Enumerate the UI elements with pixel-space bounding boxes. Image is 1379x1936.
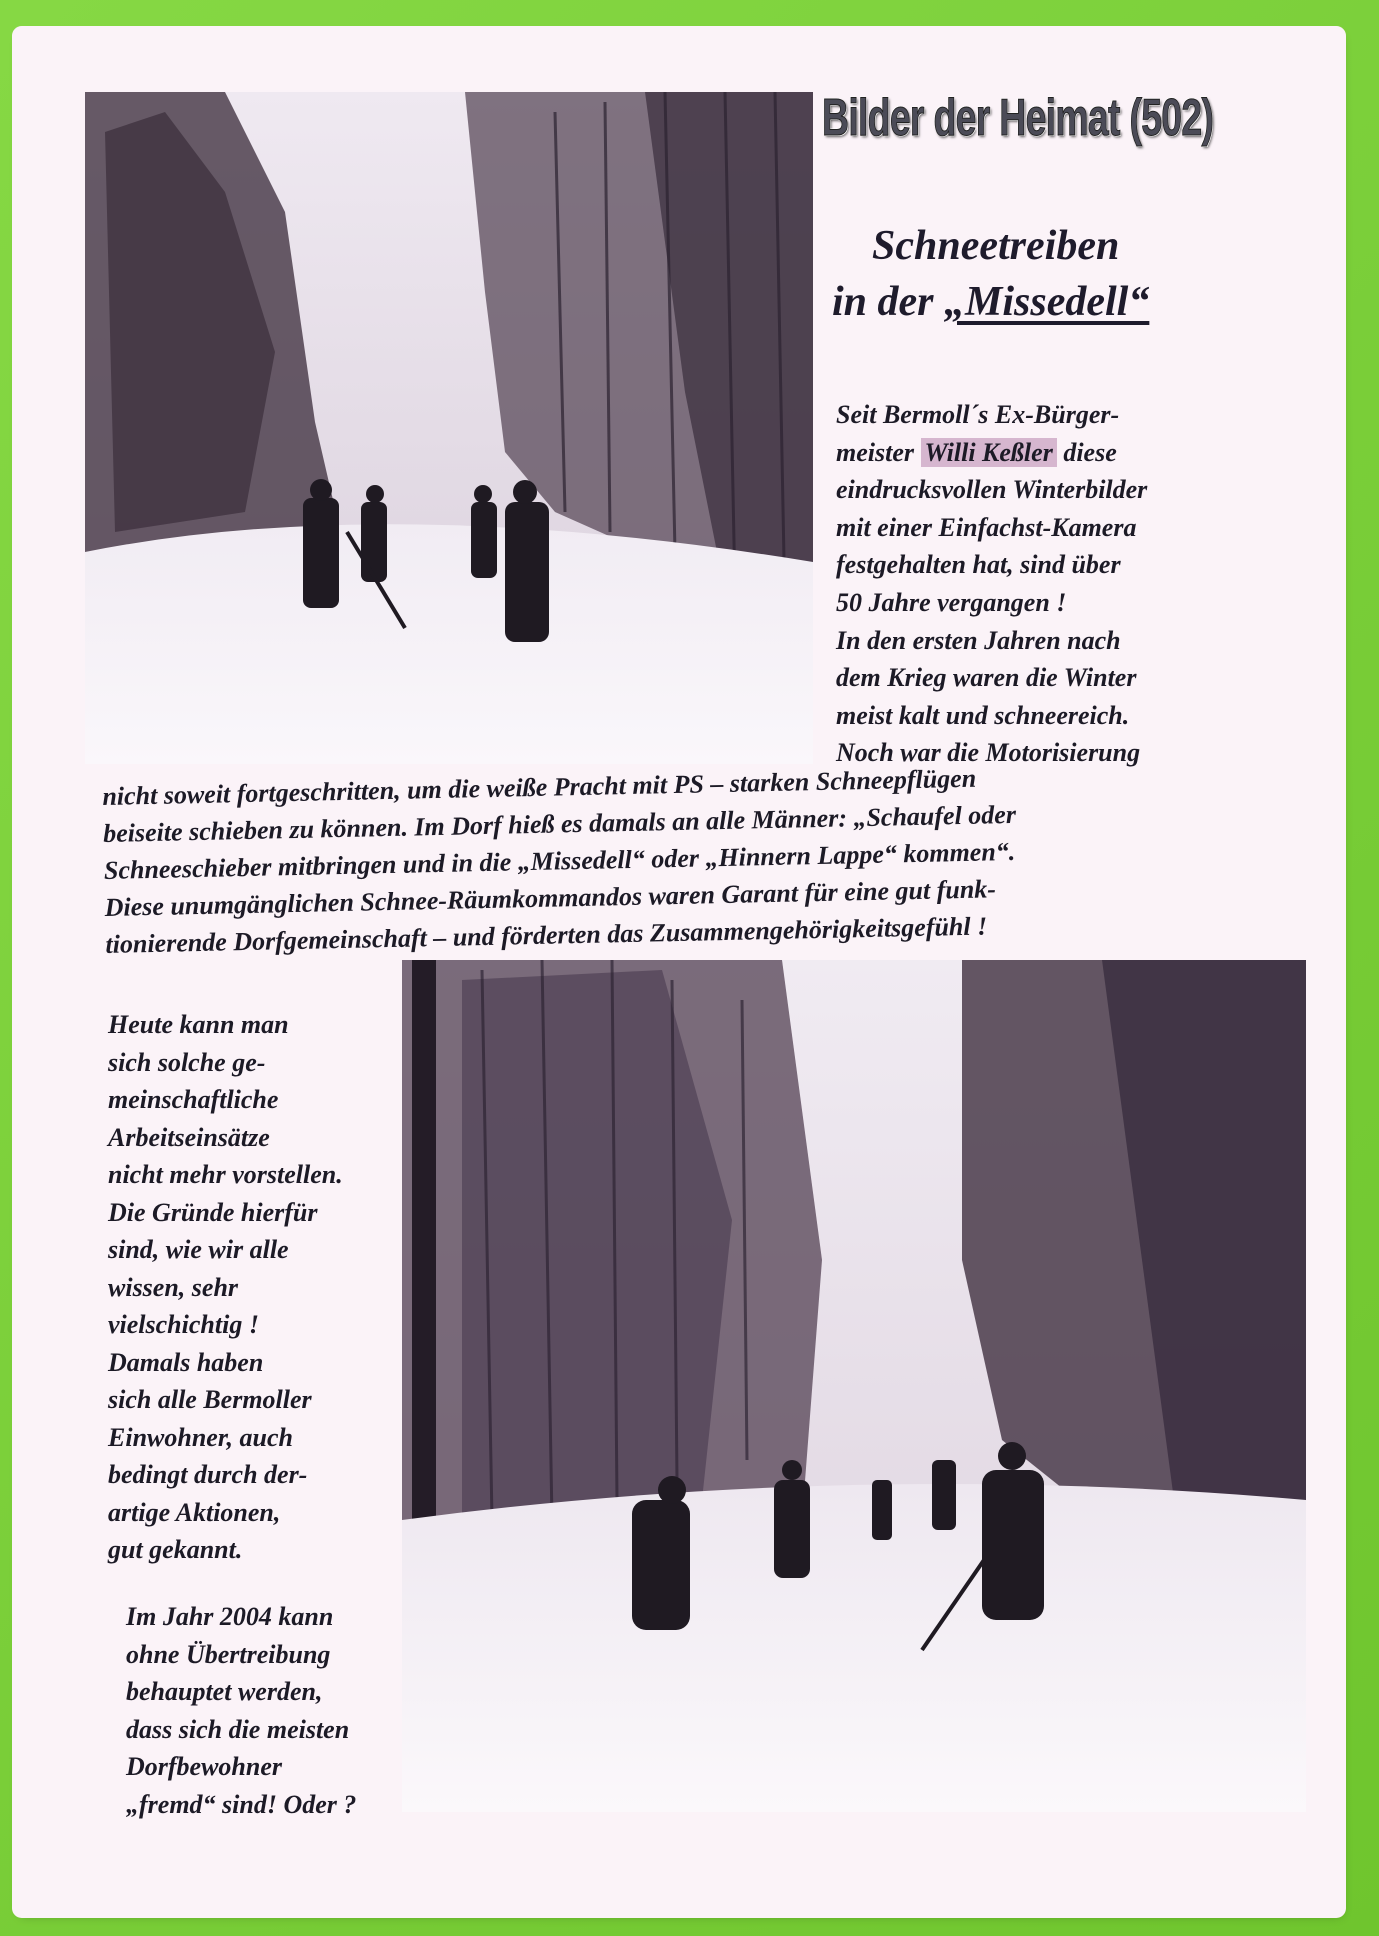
photo-snow-path-men-walking — [85, 92, 813, 764]
intro-line: dem Krieg waren die Winter — [836, 663, 1137, 693]
side-line: wissen, sehr — [108, 1272, 239, 1302]
side-line: behauptet werden, — [126, 1677, 323, 1706]
side-line: Dorfbewohner — [126, 1752, 283, 1781]
side-line: meinschaftliche — [108, 1085, 279, 1114]
side-line: Heute kann man — [108, 1010, 289, 1039]
body-text — [102, 753, 1306, 963]
intro-line: meist kalt und schneereich. — [836, 700, 1130, 730]
body-line: Diese unumgänglichen Schnee-Räumkommandos waren Garant für eine gut funk- — [104, 874, 997, 922]
side-line: bedingt durch der- — [108, 1460, 308, 1489]
series-title-logo: Bilder der Heimat (502) — [822, 89, 1214, 147]
photo-snow-road-men-shoveling — [402, 960, 1306, 1812]
headline-line-2 — [832, 274, 1252, 330]
headline-line-1: Schneetreiben — [872, 223, 1120, 269]
side-line: Arbeitseinsätze — [108, 1122, 270, 1152]
headline-prefix: in der — [832, 279, 945, 325]
highlighted-name: Willi Keßler — [921, 438, 1057, 467]
photo-2-illustration — [402, 960, 1306, 1812]
side-text-paragraph-2 — [126, 1598, 436, 1823]
side-line: dass sich die meisten — [126, 1714, 350, 1744]
side-line: gut gekannt. — [108, 1535, 243, 1564]
side-line: Einwohner, auch — [108, 1422, 293, 1452]
intro-line: festgehalten hat, sind über — [836, 550, 1121, 580]
intro-text — [836, 396, 1306, 772]
side-line: Die Gründe hierfür — [108, 1197, 318, 1227]
photo-1-illustration — [85, 92, 813, 764]
body-line: beiseite schieben zu können. Im Dorf hieß es damals an alle Männer: „Schaufel oder — [102, 799, 1017, 848]
side-line: nicht mehr vorstellen. — [108, 1160, 343, 1189]
body-line: nicht soweit fortgeschritten, um die weiße Pracht mit PS – starken Schneepflügen — [102, 763, 977, 811]
body-line: tionierende Dorfgemeinschaft – und förderten das Zusammengehörigkeitsgefühl ! — [105, 911, 988, 959]
intro-line-with-name — [836, 434, 1306, 472]
side-line: sind, wie wir alle — [108, 1235, 289, 1264]
headline — [832, 218, 1252, 330]
intro-line-suffix: diese — [1056, 437, 1117, 467]
side-line: „fremd“ sind! Oder ? — [126, 1789, 357, 1819]
intro-line: eindrucksvollen Winterbilder — [836, 475, 1148, 505]
intro-line: In den ersten Jahren nach — [836, 625, 1121, 655]
intro-line: 50 Jahre vergangen ! — [836, 587, 1067, 617]
body-line: Schneeschieber mitbringen und in die „Missedell“ oder „Hinnern Lappe“ kommen“. — [103, 836, 1016, 885]
side-line: artige Aktionen, — [108, 1497, 281, 1527]
side-line: Damals haben — [108, 1347, 264, 1377]
intro-line: meister — [836, 437, 921, 467]
intro-line: mit einer Einfachst-Kamera — [836, 512, 1137, 542]
side-line: sich alle Bermoller — [108, 1385, 312, 1414]
side-line: sich solche ge- — [108, 1047, 266, 1077]
side-line: vielschichtig ! — [108, 1310, 259, 1339]
side-line: Im Jahr 2004 kann — [126, 1602, 334, 1631]
intro-line: Noch war die Motorisierung — [836, 738, 1141, 768]
intro-line: Seit Bermoll´s Ex-Bürger- — [836, 400, 1120, 429]
side-text-paragraph-1 — [108, 1006, 418, 1569]
side-line: ohne Übertreibung — [126, 1639, 331, 1669]
headline-place-name: „Missedell“ — [944, 279, 1150, 325]
